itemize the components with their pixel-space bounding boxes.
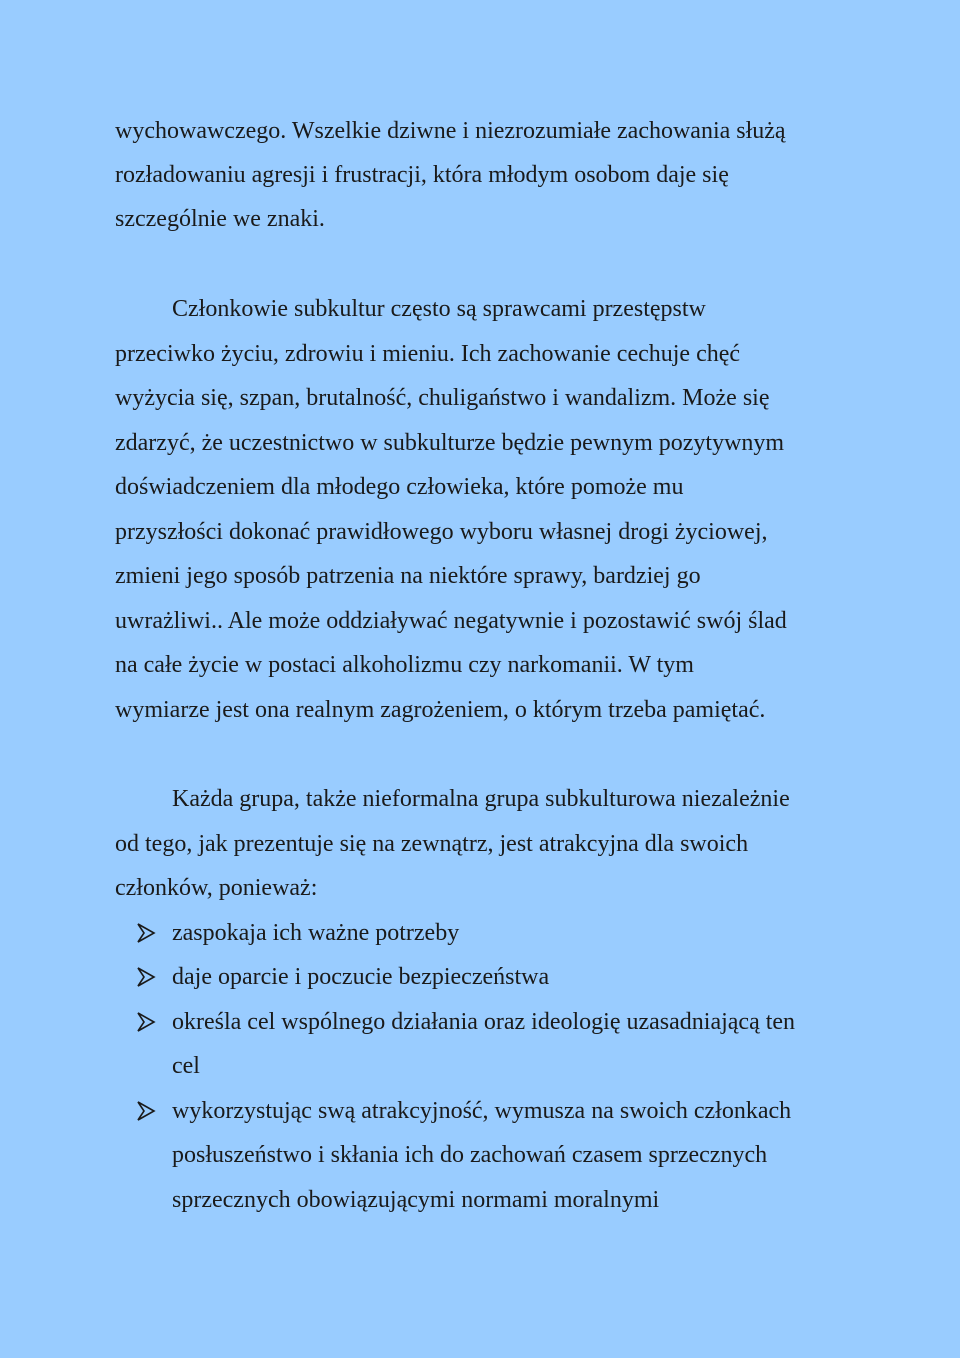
list-item-text: cel: [172, 1053, 200, 1079]
list-item-text: wykorzystując swą atrakcyjność, wymusza na swoich członkach: [172, 1098, 792, 1124]
list-item-text: daje oparcie i poczucie bezpieczeństwa: [172, 964, 550, 990]
text-line: zmieni jego sposób patrzenia na niektóre sprawy, bardziej go: [115, 563, 701, 589]
list-item-text: posłuszeństwo i skłania ich do zachowań czasem sprzecznych: [172, 1142, 768, 1168]
text-line: szczególnie we znaki.: [115, 206, 325, 232]
text-line: Członkowie subkultur często są sprawcami przestępstw: [172, 296, 706, 322]
text-line: na całe życie w postaci alkoholizmu czy narkomanii. W tym: [115, 652, 694, 678]
text-line: doświadczeniem dla młodego człowieka, które pomoże mu: [115, 474, 684, 500]
list-item-text: określa cel wspólnego działania oraz ideologię uzasadniającą ten: [172, 1009, 796, 1035]
arrowhead-bullet-icon: [134, 1099, 158, 1123]
text-line: przyszłości dokonać prawidłowego wyboru własnej drogi życiowej,: [115, 519, 768, 545]
text-line: wychowawczego. Wszelkie dziwne i niezrozumiałe zachowania służą: [115, 118, 786, 144]
text-line: wyżycia się, szpan, brutalność, chuligaństwo i wandalizm. Może się: [115, 385, 770, 411]
arrowhead-bullet-icon: [134, 965, 158, 989]
text-line: członków, ponieważ:: [115, 875, 318, 901]
text-line: przeciwko życiu, zdrowiu i mieniu. Ich zachowanie cechuje chęć: [115, 341, 741, 367]
text-line: uwrażliwi.. Ale może oddziaływać negatywnie i pozostawić swój ślad: [115, 608, 787, 634]
arrowhead-bullet-icon: [134, 921, 158, 945]
list-item-text: sprzecznych obowiązującymi normami moralnymi: [172, 1187, 660, 1213]
text-line: od tego, jak prezentuje się na zewnątrz, jest atrakcyjna dla swoich: [115, 831, 749, 857]
arrowhead-bullet-icon: [134, 1010, 158, 1034]
text-line: wymiarze jest ona realnym zagrożeniem, o którym trzeba pamiętać.: [115, 697, 766, 723]
text-line: zdarzyć, że uczestnictwo w subkulturze będzie pewnym pozytywnym: [115, 430, 785, 456]
list-item-text: zaspokaja ich ważne potrzeby: [172, 920, 460, 946]
text-line: Każda grupa, także nieformalna grupa subkulturowa niezależnie: [172, 786, 790, 812]
text-line: rozładowaniu agresji i frustracji, która młodym osobom daje się: [115, 162, 729, 188]
